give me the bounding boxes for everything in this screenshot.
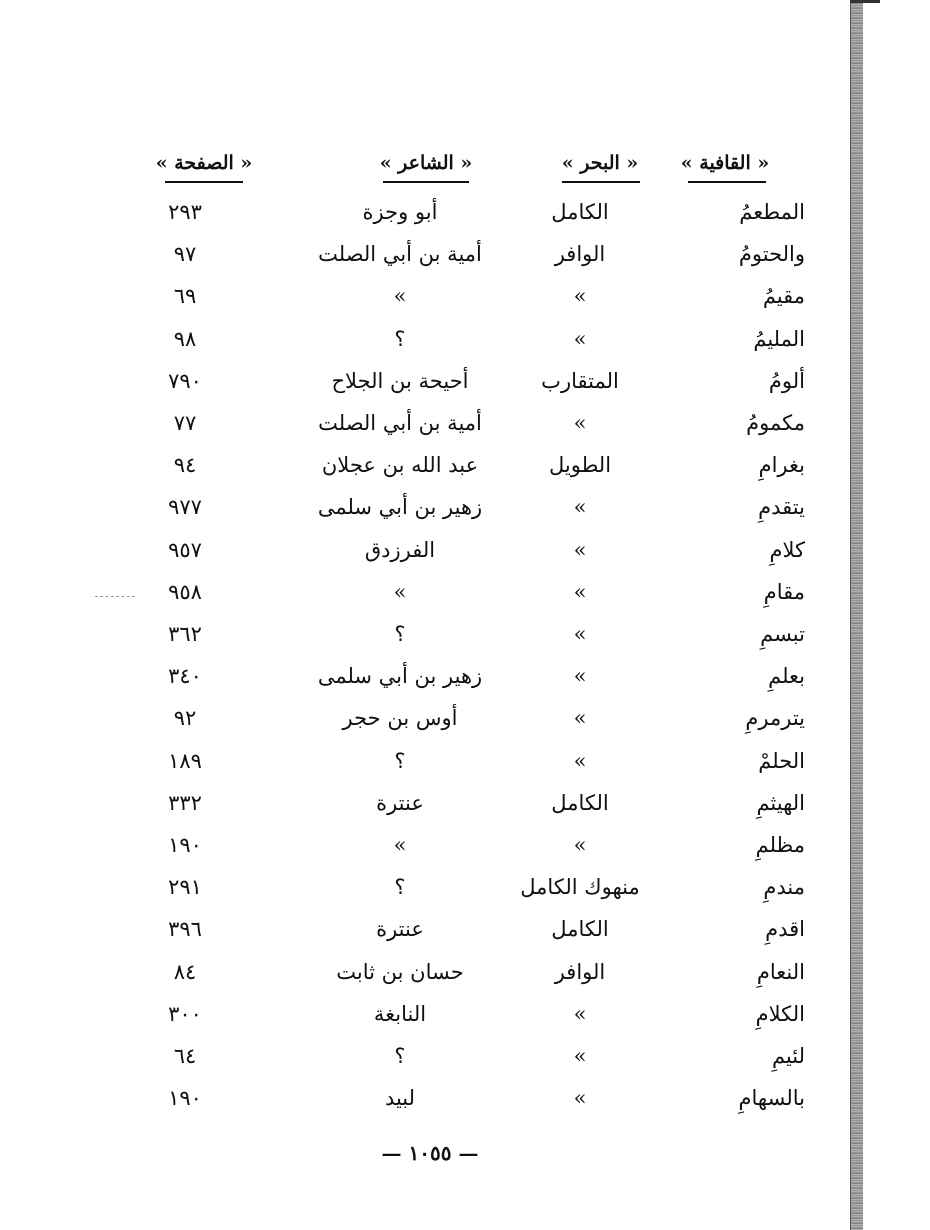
table-row (0, 1078, 930, 1118)
cell-page: ٣٣٢ (168, 791, 202, 815)
cell-qafiya: بعلمِ (768, 664, 805, 688)
cell-shaer: زهير بن أبي سلمى (317, 664, 483, 688)
cell-bahr: » (573, 580, 587, 604)
cell-bahr: الوافر (554, 242, 606, 266)
cell-bahr: » (573, 284, 587, 308)
header-shaer: « الشاعر » (379, 152, 473, 174)
cell-qafiya: الهيثمِ (756, 791, 805, 815)
table-row (0, 952, 930, 992)
cell-bahr: المتقارب (541, 369, 619, 393)
header-bahr-underline (562, 181, 640, 183)
cell-qafiya: مقامِ (763, 580, 805, 604)
cell-page: ١٩٠ (168, 1086, 202, 1110)
cell-page: ٧٩٠ (168, 369, 202, 393)
cell-page: ٩٥٨ (168, 580, 202, 604)
cell-bahr: الكامل (551, 917, 609, 941)
table-row (0, 572, 930, 612)
table-row (0, 445, 930, 485)
table-row (0, 867, 930, 907)
cell-shaer: عنترة (376, 791, 424, 815)
cell-qafiya: المليمُ (753, 327, 805, 351)
cell-bahr: » (573, 538, 587, 562)
cell-page: ٢٩١ (168, 875, 202, 899)
cell-shaer: » (393, 833, 407, 857)
cell-shaer: » (393, 580, 407, 604)
cell-bahr: » (573, 706, 587, 730)
table-row (0, 783, 930, 823)
cell-qafiya: لئيمِ (771, 1044, 805, 1068)
cell-shaer: ؟ (394, 622, 406, 646)
cell-shaer: ؟ (394, 749, 406, 773)
cell-page: ٣٩٦ (168, 917, 202, 941)
cell-shaer: أمية بن أبي الصلت (318, 411, 482, 435)
cell-page: ٩٤ (173, 453, 197, 477)
cell-page: ٦٤ (173, 1044, 197, 1068)
table-row (0, 698, 930, 738)
cell-bahr: » (573, 1086, 587, 1110)
header-qafiya-underline (688, 181, 766, 183)
cell-qafiya: الحلمْ (758, 749, 805, 773)
cell-page: ١٨٩ (168, 749, 202, 773)
cell-qafiya: يتقدمِ (758, 495, 805, 519)
cell-page: ٢٩٣ (168, 200, 202, 224)
cell-qafiya: ألومُ (768, 369, 805, 393)
cell-page: ١٩٠ (168, 833, 202, 857)
cell-page: ٣٠٠ (168, 1002, 202, 1026)
cell-shaer: النابغة (373, 1002, 427, 1026)
cell-bahr: » (573, 495, 587, 519)
cell-qafiya: اقدمِ (765, 917, 805, 941)
cell-shaer: الفرزدق (364, 538, 436, 562)
cell-qafiya: مقيمُ (762, 284, 805, 308)
page-number: — ١٠٥٥ — (381, 1141, 479, 1165)
cell-qafiya: مندمِ (763, 875, 805, 899)
table-row (0, 909, 930, 949)
cell-page: ٩٧٧ (168, 495, 202, 519)
cell-qafiya: بالسهامِ (738, 1086, 805, 1110)
cell-bahr: الطويل (548, 453, 612, 477)
cell-shaer: أبو وجزة (362, 200, 438, 224)
cell-bahr: » (573, 1044, 587, 1068)
cell-bahr: منهوك الكامل (520, 875, 640, 899)
cell-qafiya: بغرامِ (758, 453, 805, 477)
table-row (0, 530, 930, 570)
cell-page: ٣٤٠ (168, 664, 202, 688)
table-row (0, 825, 930, 865)
cell-qafiya: المطعمُ (739, 200, 805, 224)
table-row (0, 234, 930, 274)
cell-bahr: » (573, 749, 587, 773)
cell-shaer: عبد الله بن عجلان (321, 453, 479, 477)
cell-page: ٧٧ (173, 411, 197, 435)
table-row (0, 1036, 930, 1076)
table-row (0, 276, 930, 316)
cell-bahr: » (573, 411, 587, 435)
cell-qafiya: الكلامِ (755, 1002, 805, 1026)
cell-bahr: » (573, 833, 587, 857)
table-row (0, 487, 930, 527)
table-row (0, 361, 930, 401)
table-row (0, 656, 930, 696)
header-shaer-underline (383, 181, 469, 183)
header-page-underline (165, 181, 243, 183)
cell-shaer: » (393, 284, 407, 308)
cell-qafiya: مظلمِ (755, 833, 805, 857)
cell-shaer: زهير بن أبي سلمى (317, 495, 483, 519)
cell-page: ٨٤ (173, 960, 197, 984)
cell-bahr: » (573, 1002, 587, 1026)
cell-bahr: الوافر (554, 960, 606, 984)
cell-qafiya: مكمومُ (746, 411, 805, 435)
table-header (0, 143, 930, 183)
header-bahr: « البحر » (561, 152, 639, 174)
cell-qafiya: النعامِ (756, 960, 805, 984)
cell-page: ٣٦٢ (168, 622, 202, 646)
cell-shaer: لبيد (384, 1086, 416, 1110)
cell-page: ٩٧ (173, 242, 197, 266)
header-page: « الصفحة » (155, 152, 253, 174)
cell-page: ٩٢ (173, 706, 197, 730)
cell-shaer: عنترة (376, 917, 424, 941)
cell-shaer: أمية بن أبي الصلت (318, 242, 482, 266)
cell-bahr: » (573, 327, 587, 351)
cell-shaer: حسان بن ثابت (336, 960, 464, 984)
table-row (0, 319, 930, 359)
cell-page: ٩٥٧ (168, 538, 202, 562)
table-row (0, 994, 930, 1034)
table-row (0, 192, 930, 232)
cell-bahr: » (573, 622, 587, 646)
cell-shaer: ؟ (394, 327, 406, 351)
cell-shaer: أوس بن حجر (342, 706, 458, 730)
cell-qafiya: يترمرمِ (745, 706, 805, 730)
cell-shaer: ؟ (394, 875, 406, 899)
cell-bahr: الكامل (551, 791, 609, 815)
cell-qafiya: والحتومُ (738, 242, 805, 266)
table-row (0, 403, 930, 443)
cell-shaer: ؟ (394, 1044, 406, 1068)
table-row (0, 741, 930, 781)
cell-qafiya: تبسمِ (760, 622, 805, 646)
cell-page: ٩٨ (173, 327, 197, 351)
cell-qafiya: كلامِ (769, 538, 805, 562)
binding-edge-top (850, 0, 880, 15)
table-row (0, 614, 930, 654)
cell-page: ٦٩ (173, 284, 197, 308)
cell-bahr: » (573, 664, 587, 688)
header-qafiya: « القافية » (680, 152, 770, 174)
cell-bahr: الكامل (551, 200, 609, 224)
cell-shaer: أحيحة بن الجلاح (331, 369, 469, 393)
